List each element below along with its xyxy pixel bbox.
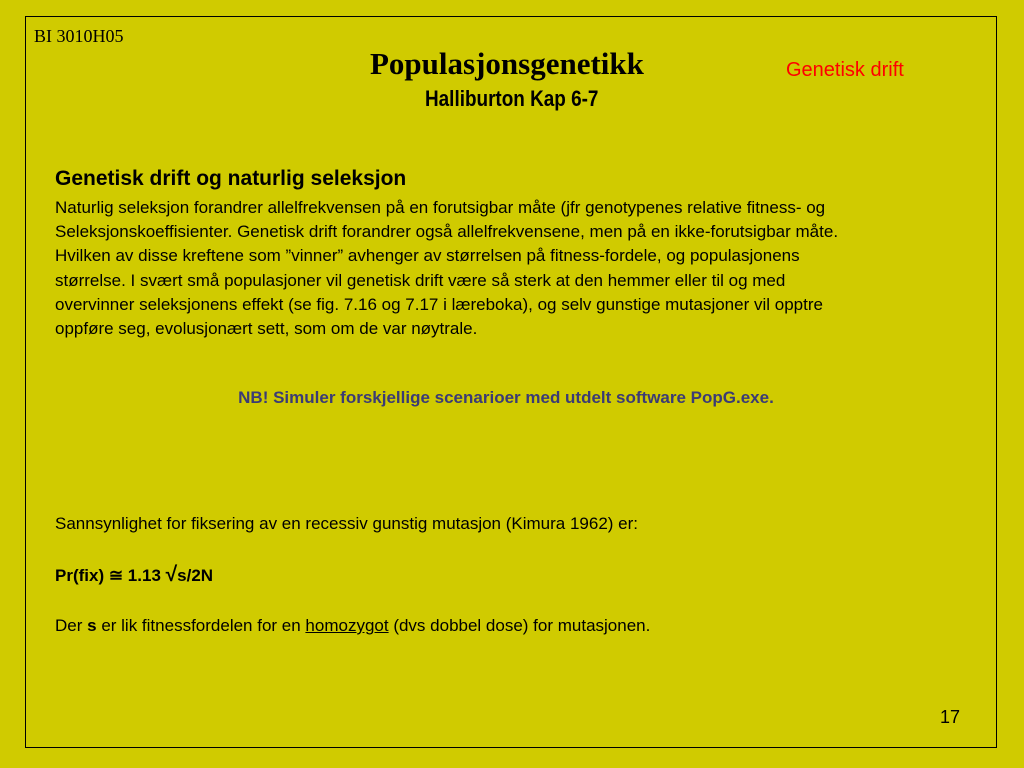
slide-frame	[25, 16, 997, 748]
explanation-line	[55, 616, 650, 636]
paragraph-line: overvinner seleksjonens effekt (se fig. 7.16 og 7.17 i læreboka), og selv gunstige mutasjoner vil opptre	[55, 294, 823, 314]
explanation-part: er lik fitnessfordelen for en	[96, 616, 306, 635]
fixation-formula	[55, 563, 213, 587]
formula-suffix: s/2N	[177, 566, 214, 585]
formula-prefix: Pr(fix) ≅ 1.13	[55, 566, 166, 585]
homozygot-term: homozygot	[305, 616, 389, 635]
explanation-part: Der	[55, 616, 88, 635]
paragraph-line: størrelse. I svært små populasjoner vil genetisk drift være så sterk at den hemmer eller til og med	[55, 270, 786, 290]
software-note: NB! Simuler forskjellige scenarioer med utdelt software PopG.exe.	[238, 388, 774, 407]
topic-label: Genetisk drift	[786, 59, 904, 81]
page-number: 17	[940, 707, 961, 727]
section-heading: Genetisk drift og naturlig seleksjon	[55, 167, 407, 190]
course-code: BI 3010H05	[34, 26, 124, 46]
sqrt-symbol: √	[165, 563, 178, 586]
paragraph-line: Naturlig seleksjon forandrer allelfrekvensen på en forutsigbar måte (jfr genotypenes relative fitness- og	[55, 198, 826, 217]
paragraph-line: Seleksjonskoeffisienter. Genetisk drift forandrer også allelfrekvensene, men på en ikke-forutsigbar måte.	[55, 222, 839, 242]
explanation-part: (dvs dobbel dose) for mutasjonen.	[388, 616, 651, 635]
paragraph-line: oppføre seg, evolusjonært sett, som om de var nøytrale.	[55, 319, 478, 339]
slide-subtitle: Halliburton Kap 6-7	[425, 86, 599, 111]
explanation-variable: s	[87, 616, 97, 635]
probability-intro: Sannsynlighet for fiksering av en recessiv gunstig mutasjon (Kimura 1962) er:	[55, 514, 639, 533]
paragraph-line: Hvilken av disse kreftene som ”vinner” avhenger av størrelsen på fitness-fordele, og populasjonens	[55, 246, 800, 266]
slide-title: Populasjonsgenetikk	[370, 46, 644, 81]
body-paragraph	[55, 196, 985, 341]
